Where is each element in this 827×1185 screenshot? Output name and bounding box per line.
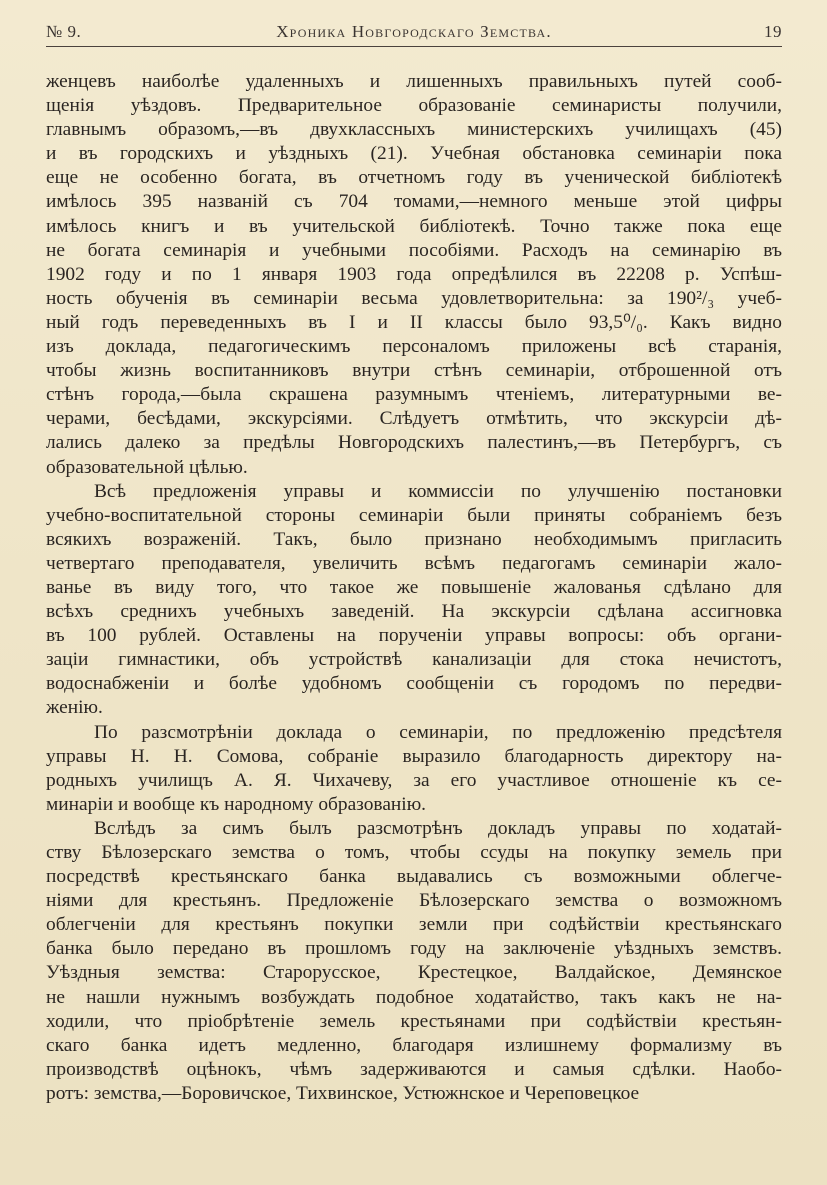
text-line: имѣлось книгъ и въ учительской библіотекѣ. Точно также пока еще — [46, 215, 782, 237]
text-line: Всѣ предложенія управы и коммиссіи по улучшенію постановки — [94, 480, 782, 502]
body-text — [46, 70, 782, 1106]
text-line: всякихъ возраженій. Такъ, было признано необходимымъ пригласить — [46, 528, 782, 550]
text-line: женію. — [46, 697, 103, 719]
text-line: производствѣ оцѣнокъ, чѣмъ задерживаются и самыя сдѣлки. Наобо- — [46, 1058, 782, 1080]
text-line: ству Бѣлозерскаго земства о томъ, чтобы ссуды на покупку земель при — [46, 842, 782, 863]
text-line: 1902 году и по 1 января 1903 года опредѣлился въ 22208 р. Успѣш- — [46, 263, 782, 285]
text-line: еще не особенно богата, въ отчетномъ году въ ученической библіотекѣ — [46, 167, 782, 189]
text-line: щенія уѣздовъ. Предварительное образованіе семинаристы получили, — [46, 95, 782, 117]
text-line: Вслѣдъ за симъ былъ разсмотрѣнъ докладъ управы по ходатай- — [94, 817, 782, 839]
paragraph — [46, 70, 782, 480]
text-line: водоснабженіи и болѣе удобномъ сообщеніи съ городомъ по передви- — [46, 673, 782, 695]
text-line: въ 100 рублей. Оставлены на порученіи управы вопросы: объ органи- — [46, 625, 782, 647]
text-line: ніями для крестьянъ. Предложеніе Бѣлозерскаго земства о возможномъ — [46, 890, 782, 912]
header-rule — [46, 46, 782, 47]
text-line: лались далеко за предѣлы Новгородскихъ палестинъ,—въ Петербургъ, съ — [46, 432, 782, 454]
text-line: ный годъ переведенныхъ въ I и II классы было 93,5⁰/₀. Какъ видно — [46, 311, 782, 333]
running-header — [46, 18, 782, 46]
text-line: чтобы жизнь воспитанниковъ внутри стѣнъ семинаріи, отброшенной отъ — [46, 360, 782, 382]
text-line: черами, бесѣдами, экскурсіями. Слѣдуетъ отмѣтить, что экскурсіи дѣ- — [46, 408, 782, 430]
text-line: имѣлось 395 названій съ 704 томами,—немного меньше этой цифры — [46, 191, 782, 213]
text-line: родныхъ училищъ А. Я. Чихачеву, за его участливое отношеніе къ се- — [46, 769, 782, 791]
text-line: образовательной цѣлью. — [46, 456, 248, 478]
page-number: 19 — [764, 22, 782, 41]
paragraph — [46, 480, 782, 721]
text-line: управы Н. Н. Сомова, собраніе выразило благодарность директору на- — [46, 745, 782, 767]
text-line: женцевъ наиболѣе удаленныхъ и лишенныхъ правильныхъ путей сооб- — [46, 71, 782, 92]
text-line: ходили, что пріобрѣтеніе земель крестьянами при содѣйствіи крестьян- — [46, 1010, 782, 1032]
text-line: не богата семинарія и учебными пособіями. Расходъ на семинарію въ — [46, 239, 782, 261]
text-line: По разсмотрѣніи доклада о семинаріи, по предложенію предсѣтеля — [94, 721, 782, 743]
text-line: стѣнъ города,—была скрашена разумнымъ чтеніемъ, литературными ве- — [46, 384, 782, 406]
text-line: ность обученія въ семинаріи весьма удовлетворительна: за 190²/₃ учеб- — [46, 287, 782, 309]
text-line: ванье въ виду того, что такое же повышеніе жалованья сдѣлано для — [46, 576, 782, 598]
text-line: Уѣздныя земства: Старорусское, Крестецкое, Валдайское, Демянское — [46, 962, 782, 984]
text-line: посредствѣ крестьянскаго банка выдавались съ возможными облегче- — [46, 866, 782, 888]
text-line: главнымъ образомъ,—въ двухклассныхъ министерскихъ училищахъ (45) — [46, 119, 782, 141]
paragraph — [46, 817, 782, 1106]
issue-number: № 9. — [46, 22, 82, 41]
text-line: облегченіи для крестьянъ покупки земли при содѣйствіи крестьянскаго — [46, 914, 782, 936]
text-line: скаго банка идетъ медленно, благодаря излишнему формализму въ — [46, 1034, 782, 1056]
text-line: и въ городскихъ и уѣздныхъ (21). Учебная обстановка семинаріи пока — [46, 143, 782, 165]
paragraph — [46, 721, 782, 817]
text-line: учебно-воспитательной стороны семинаріи были приняты собраніемъ безъ — [46, 504, 782, 526]
text-line: заціи гимнастики, объ устройствѣ канализаціи для стока нечистотъ, — [46, 649, 782, 671]
text-line: ротъ: земства,—Боровичское, Тихвинское, Устюжнское и Череповецкое — [46, 1082, 640, 1104]
text-line: не нашли нужнымъ возбуждать подобное ходатайство, такъ какъ не на- — [46, 986, 782, 1008]
text-line: четвертаго преподавателя, увеличить всѣмъ педагогамъ семинаріи жало- — [46, 552, 782, 574]
text-line: изъ доклада, педагогическимъ персоналомъ приложены всѣ старанія, — [46, 336, 782, 358]
text-line: минаріи и вообще къ народному образованію. — [46, 793, 427, 815]
text-line: банка было передано въ прошломъ году на заключеніе уѣздныхъ земствъ. — [46, 938, 782, 960]
journal-title: Хроника Новгородскаго Земства. — [276, 22, 552, 41]
text-line: всѣхъ среднихъ учебныхъ заведеній. На экскурсіи сдѣлана ассигновка — [46, 601, 782, 623]
